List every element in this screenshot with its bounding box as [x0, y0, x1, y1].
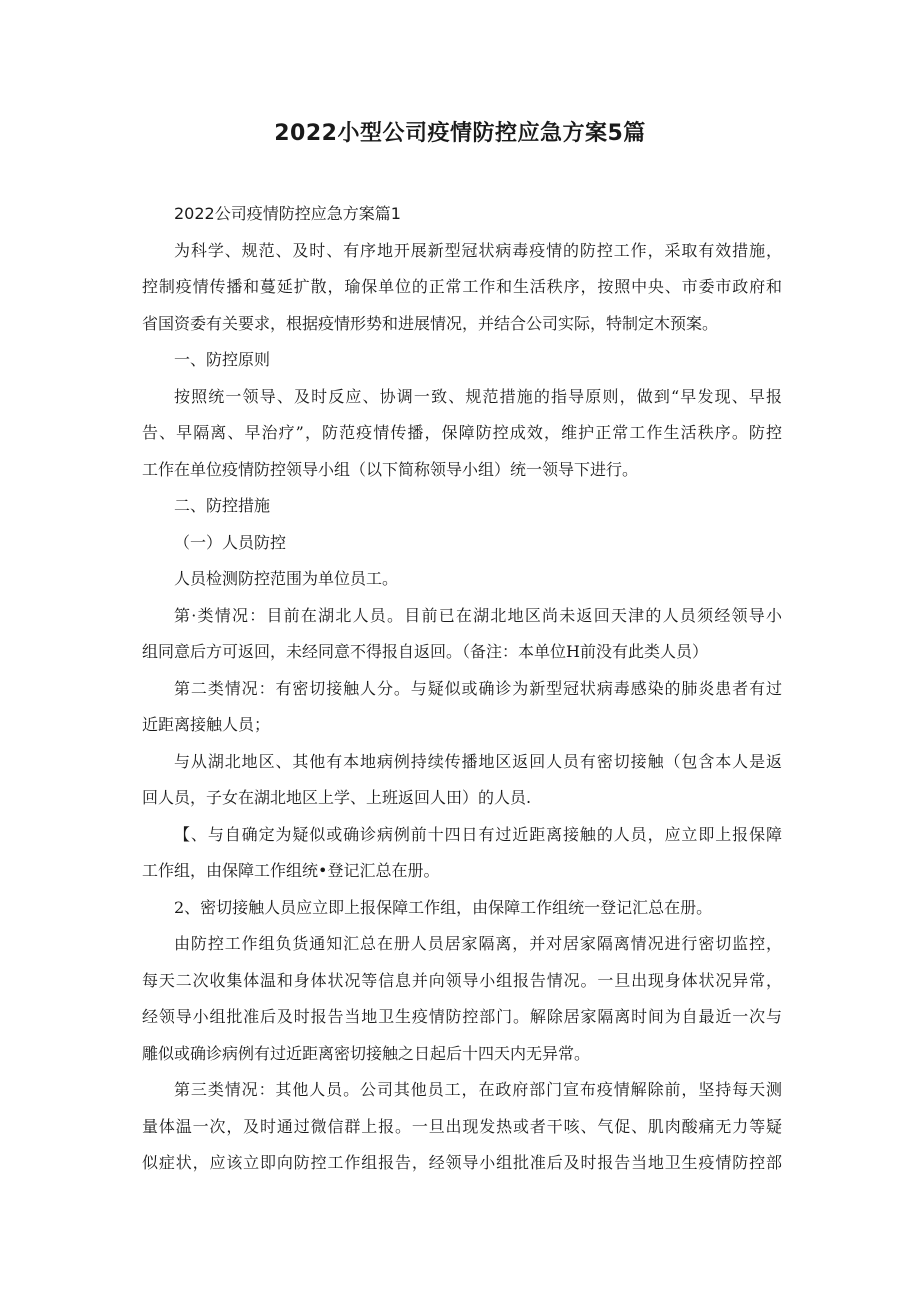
- paragraph-line: 第三类情况：其他人员。公司其他员工，在政府部门宣布疫情解除前，坚持每天测: [174, 1080, 782, 1099]
- paragraph-line: 量体温一次，及时通过微信群上报。一旦出现发热或者干咳、气促、肌肉酸痛无力等疑: [142, 1116, 782, 1136]
- section-heading: 2022公司疫情防控应急方案篇1: [174, 204, 401, 223]
- paragraph-line: 2、密切接触人员应立即上报保障工作组，由保障工作组统一登记汇总在册。: [174, 897, 713, 917]
- document-body: [142, 196, 782, 1182]
- paragraph-line: 雕似或确诊病例有过近距离密切接触之日起后十四天内无异常。: [142, 1043, 591, 1063]
- paragraph-line: 似症状，应该立即向防控工作组报告，经领导小组批准后及时报告当地卫生疫情防控部: [142, 1153, 782, 1172]
- paragraph-line: 与从湖北地区、其他有本地病例持续传播地区返回人员有密切接触（包含本人是返: [174, 751, 782, 771]
- section-heading: 二、防控措施: [174, 496, 271, 515]
- paragraph-line: 近距离接触人员；: [142, 715, 271, 734]
- paragraph-line: 由防控工作组负货通知汇总在册人员居家隔离，并对居家隔离情况进行密切监控，: [174, 934, 782, 953]
- subsection-heading: （一）人员防控: [174, 532, 287, 552]
- paragraph-line: 告、早隔离、早治疗”，防范疫情传播，保障防控成效，维护正常工作生活秩序。防控: [142, 423, 782, 442]
- paragraph-line: 人员检测防控范围为单位员工。: [174, 569, 399, 588]
- paragraph-line: 回人员，子女在湖北地区上学、上班返回人田）的人员.: [142, 788, 532, 807]
- document-title: 2022小型公司疫情防控应急方案5篇: [274, 121, 646, 146]
- paragraph-line: 控制疫情传播和蔓延扩散，瑜保单位的正常工作和生活秩序，按照中央、市委市政府和: [142, 277, 782, 296]
- section-heading: 一、防控原则: [174, 350, 271, 369]
- paragraph-line: 按照统一领导、及时反应、协调一致、规范措施的指导原则，做到“早发现、早报: [174, 386, 782, 406]
- paragraph-line: 经领导小组批准后及时报告当地卫生疫情防控部门。解除居家隔离时间为自最近一次与: [142, 1007, 782, 1026]
- paragraph-line: 【、与自确定为疑似或确诊病例前十四日有过近距离接触的人员，应立即上报保障: [174, 824, 782, 844]
- paragraph-line: 为科学、规范、及时、有序地开展新型冠状病毒疫情的防控工作，采取有效措施，: [174, 240, 782, 260]
- paragraph-line: 组同意后方可返回，未经同意不得报自返回。（备注：本单位H前没有此类人员）: [142, 642, 708, 661]
- paragraph-line: 工作组，由保障工作组统•登记汇总在册。: [142, 861, 440, 880]
- paragraph-line: 第·类情况：目前在湖北人员。目前已在湖北地区尚未返回天津的人员须经领导小: [174, 605, 782, 625]
- paragraph-line: 省国资委有关要求，根据疫情形势和进展情况，并结合公司实际，特制定木预案。: [142, 313, 719, 333]
- paragraph-line: 每天二次收集体温和身体状况等信息并向领导小组报告情况。一旦出现身体状况异常，: [142, 970, 782, 990]
- paragraph-line: 第二类情况：有密切接触人分。与疑似或确诊为新型冠状病毒感染的肺炎患者有过: [174, 678, 782, 698]
- paragraph-line: 工作在单位疫情防控领导小组（以下简称领导小组）统一领导下进行。: [142, 459, 639, 479]
